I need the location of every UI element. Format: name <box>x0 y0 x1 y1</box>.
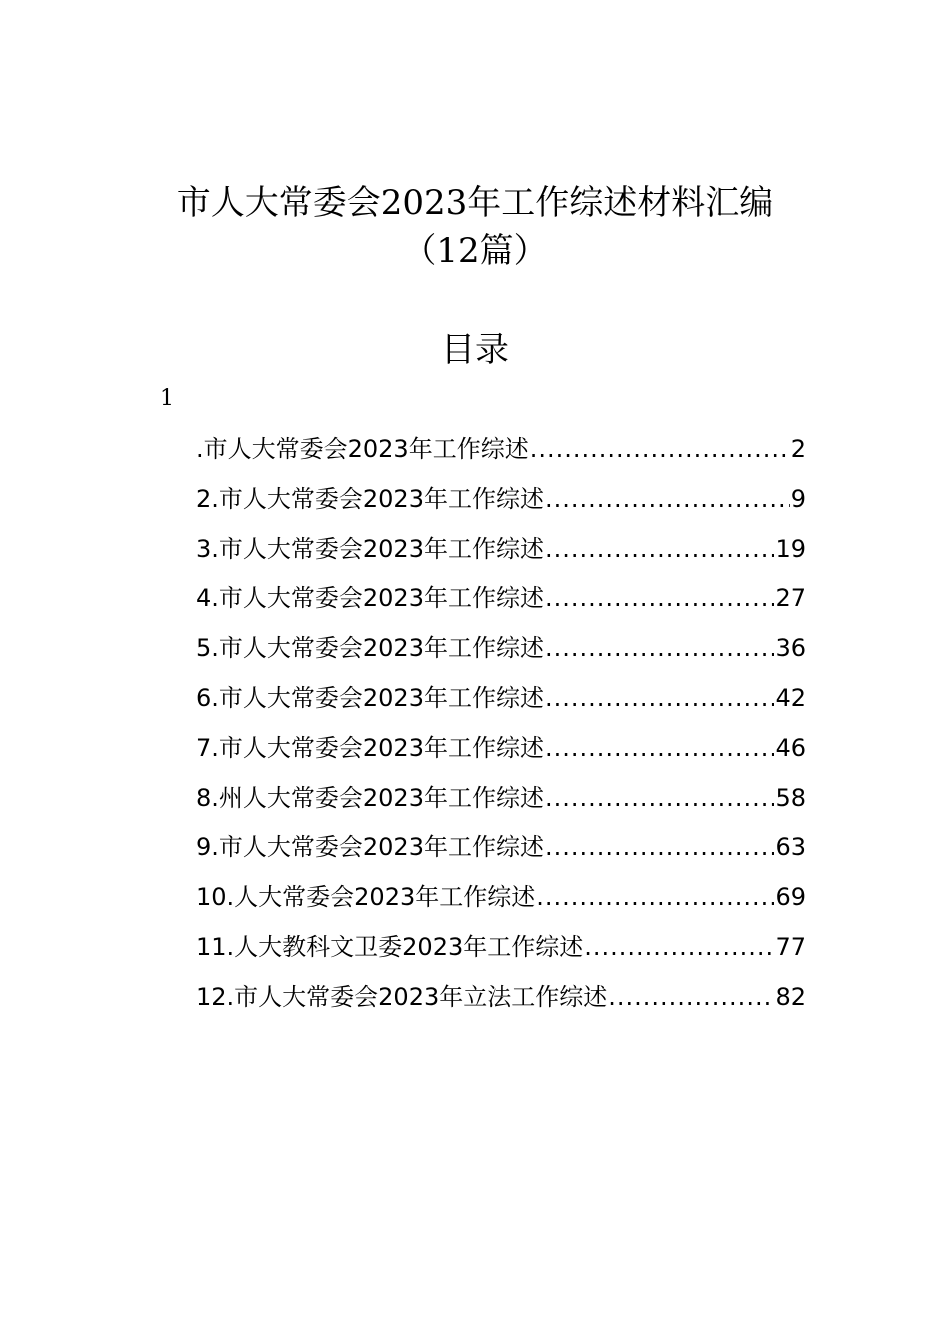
toc-entry-label: 9.市人大常委会2023年工作综述 <box>196 833 544 862</box>
toc-entry-label: 2.市人大常委会2023年工作综述 <box>196 484 544 513</box>
toc-entry-page-number: 9 <box>790 484 806 513</box>
toc-dot-leader <box>545 728 774 768</box>
toc-entry[interactable] <box>196 977 806 1027</box>
toc-entry-page-number: 27 <box>775 584 806 613</box>
toc-entry-label: 3.市人大常委会2023年工作综述 <box>196 534 544 563</box>
toc-entry-label: .市人大常委会2023年工作综述 <box>196 435 529 463</box>
toc-entry-page-number: 2 <box>790 435 806 463</box>
toc-entry-page-number: 63 <box>775 833 806 862</box>
toc-entry-page-number: 36 <box>775 634 806 663</box>
toc-entry[interactable] <box>196 479 806 529</box>
toc-entry[interactable] <box>196 678 806 728</box>
toc-entry-page-number: 69 <box>775 883 806 912</box>
toc-dot-leader <box>530 429 790 469</box>
toc-heading: 目录 <box>441 330 509 370</box>
document-subtitle-count: （12篇） <box>402 231 548 271</box>
toc-entry-label: 11.人大教科文卫委2023年工作综述 <box>196 932 584 961</box>
toc-entry[interactable] <box>196 628 806 678</box>
table-of-contents <box>196 429 806 1027</box>
toc-entry-label: 12.市人大常委会2023年立法工作综述 <box>196 982 608 1011</box>
toc-entry[interactable] <box>196 429 806 479</box>
toc-entry[interactable] <box>196 529 806 579</box>
toc-dot-leader <box>545 479 790 519</box>
toc-entry-page-number: 42 <box>775 683 806 712</box>
toc-dot-leader <box>545 678 774 718</box>
toc-entry[interactable] <box>196 877 806 927</box>
toc-dot-leader <box>608 977 774 1017</box>
toc-entry-page-number: 19 <box>775 534 806 563</box>
toc-entry-label: 5.市人大常委会2023年工作综述 <box>196 634 544 663</box>
toc-entry[interactable] <box>196 827 806 877</box>
toc-dot-leader <box>545 529 774 569</box>
toc-entry-page-number: 58 <box>775 783 806 812</box>
toc-entry[interactable] <box>196 728 806 778</box>
toc-entry-label: 4.市人大常委会2023年工作综述 <box>196 584 544 613</box>
toc-dot-leader <box>545 827 774 867</box>
toc-dot-leader <box>545 778 774 818</box>
toc-dot-leader <box>584 927 774 967</box>
toc-entry-label: 10.人大常委会2023年工作综述 <box>196 883 536 912</box>
document-title: 市人大常委会2023年工作综述材料汇编 <box>176 183 774 223</box>
toc-dot-leader <box>536 877 774 917</box>
toc-entry-label: 6.市人大常委会2023年工作综述 <box>196 683 544 712</box>
toc-entry[interactable] <box>196 578 806 628</box>
toc-entry-label: 7.市人大常委会2023年工作综述 <box>196 733 544 762</box>
toc-entry[interactable] <box>196 927 806 977</box>
page-marker: 1 <box>160 386 174 411</box>
toc-entry-page-number: 82 <box>775 982 806 1011</box>
toc-dot-leader <box>545 578 774 618</box>
toc-entry[interactable] <box>196 778 806 828</box>
toc-entry-page-number: 77 <box>775 932 806 961</box>
toc-dot-leader <box>545 628 774 668</box>
toc-entry-page-number: 46 <box>775 733 806 762</box>
toc-entry-label: 8.州人大常委会2023年工作综述 <box>196 783 544 812</box>
